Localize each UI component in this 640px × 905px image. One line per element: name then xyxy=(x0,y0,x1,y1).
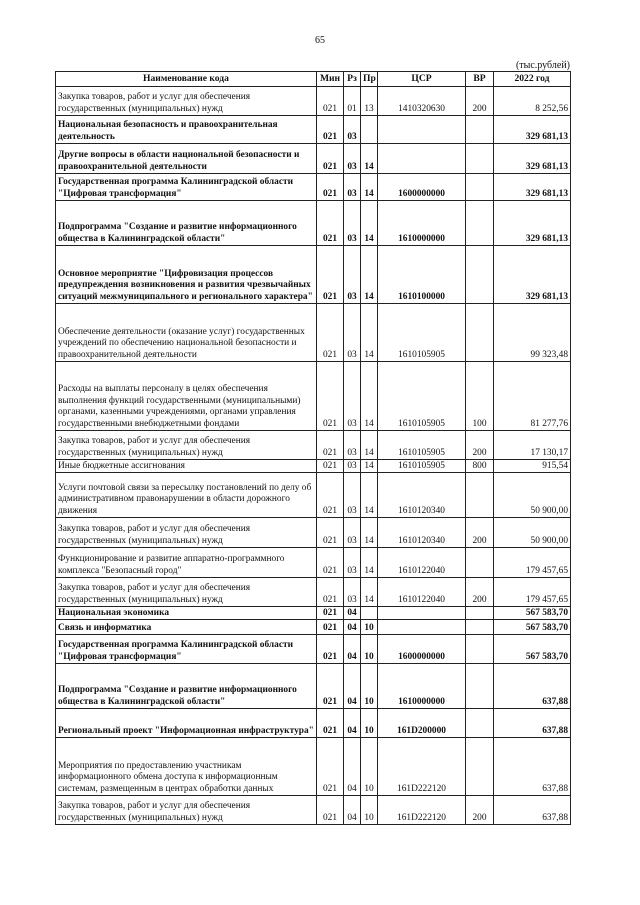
cell-pr xyxy=(361,116,378,144)
cell-amount: 17 130,17 xyxy=(494,431,571,460)
cell-vr xyxy=(466,664,494,709)
cell-min: 021 xyxy=(317,460,344,473)
cell-vr xyxy=(466,144,494,174)
cell-rz: 03 xyxy=(344,473,361,518)
cell-min: 021 xyxy=(317,664,344,709)
cell-name: Обеспечение деятельности (оказание услуг) государственных учреждений по обеспечению национальной безопасности и правоохранительной деятельности xyxy=(56,304,317,362)
cell-vr xyxy=(466,635,494,664)
cell-name: Закупка товаров, работ и услуг для обеспечения государственных (муниципальных) нужд xyxy=(56,578,317,607)
cell-pr: 10 xyxy=(361,709,378,738)
cell-csr: 1600000000 xyxy=(378,174,466,201)
cell-amount: 179 457,65 xyxy=(494,578,571,607)
cell-vr xyxy=(466,620,494,635)
cell-name: Мероприятия по предоставлению участникам информационного обмена доступа к информационным системам, размещенным в центрах обработки данных xyxy=(56,738,317,796)
cell-name: Основное мероприятие "Цифровизация процессов предупреждения возникновения и развития чрезвычайных ситуаций межмуниципального и регионального характера" xyxy=(56,246,317,304)
table-row xyxy=(56,796,571,825)
cell-pr xyxy=(361,607,378,620)
cell-pr: 14 xyxy=(361,460,378,473)
table-row xyxy=(56,518,571,548)
cell-min: 021 xyxy=(317,362,344,431)
budget-table xyxy=(55,71,571,825)
cell-csr: 161D222120 xyxy=(378,796,466,825)
cell-pr: 14 xyxy=(361,518,378,548)
cell-amount: 50 900,00 xyxy=(494,518,571,548)
cell-pr: 14 xyxy=(361,362,378,431)
cell-rz: 04 xyxy=(344,664,361,709)
cell-name: Иные бюджетные ассигнования xyxy=(56,460,317,473)
cell-pr: 10 xyxy=(361,738,378,796)
cell-pr: 14 xyxy=(361,246,378,304)
cell-csr: 161D200000 xyxy=(378,709,466,738)
cell-csr: 1610105905 xyxy=(378,362,466,431)
cell-pr: 14 xyxy=(361,144,378,174)
cell-pr: 10 xyxy=(361,635,378,664)
cell-amount: 329 681,13 xyxy=(494,201,571,246)
cell-pr: 14 xyxy=(361,304,378,362)
cell-vr: 800 xyxy=(466,460,494,473)
cell-vr: 200 xyxy=(466,578,494,607)
cell-pr: 10 xyxy=(361,796,378,825)
cell-vr xyxy=(466,116,494,144)
cell-pr: 14 xyxy=(361,201,378,246)
cell-name: Другие вопросы в области национальной безопасности и правоохранительной деятельности xyxy=(56,144,317,174)
cell-amount: 567 583,70 xyxy=(494,607,571,620)
cell-pr: 14 xyxy=(361,431,378,460)
cell-min: 021 xyxy=(317,738,344,796)
cell-rz: 01 xyxy=(344,87,361,116)
cell-min: 021 xyxy=(317,620,344,635)
cell-name: Связь и информатика xyxy=(56,620,317,635)
cell-csr: 1610105905 xyxy=(378,460,466,473)
cell-amount: 637,88 xyxy=(494,796,571,825)
cell-rz: 03 xyxy=(344,116,361,144)
cell-csr: 1610120340 xyxy=(378,473,466,518)
cell-csr xyxy=(378,620,466,635)
table-row xyxy=(56,620,571,635)
table-row xyxy=(56,607,571,620)
cell-vr xyxy=(466,304,494,362)
cell-vr: 200 xyxy=(466,431,494,460)
cell-pr: 13 xyxy=(361,87,378,116)
cell-vr: 200 xyxy=(466,796,494,825)
cell-min: 021 xyxy=(317,473,344,518)
cell-vr xyxy=(466,473,494,518)
cell-amount: 8 252,56 xyxy=(494,87,571,116)
cell-rz: 03 xyxy=(344,548,361,578)
cell-amount: 915,54 xyxy=(494,460,571,473)
cell-vr xyxy=(466,607,494,620)
cell-amount: 567 583,70 xyxy=(494,620,571,635)
cell-rz: 03 xyxy=(344,201,361,246)
cell-min: 021 xyxy=(317,87,344,116)
cell-min: 021 xyxy=(317,246,344,304)
cell-amount: 637,88 xyxy=(494,709,571,738)
cell-rz: 03 xyxy=(344,246,361,304)
cell-vr xyxy=(466,174,494,201)
cell-rz: 03 xyxy=(344,174,361,201)
table-row xyxy=(56,304,571,362)
cell-min: 021 xyxy=(317,635,344,664)
table-row xyxy=(56,116,571,144)
cell-name: Национальная экономика xyxy=(56,607,317,620)
table-row xyxy=(56,664,571,709)
cell-amount: 99 323,48 xyxy=(494,304,571,362)
cell-csr: 1610105905 xyxy=(378,304,466,362)
header-csr: ЦСР xyxy=(378,72,466,87)
cell-amount: 329 681,13 xyxy=(494,116,571,144)
cell-rz: 04 xyxy=(344,738,361,796)
cell-rz: 04 xyxy=(344,635,361,664)
cell-name: Закупка товаров, работ и услуг для обеспечения государственных (муниципальных) нужд xyxy=(56,87,317,116)
cell-csr: 1610100000 xyxy=(378,246,466,304)
cell-rz: 04 xyxy=(344,620,361,635)
cell-name: Государственная программа Калининградской области "Цифровая трансформация" xyxy=(56,174,317,201)
cell-csr: 161D222120 xyxy=(378,738,466,796)
cell-pr: 14 xyxy=(361,578,378,607)
cell-csr: 1610122040 xyxy=(378,578,466,607)
cell-pr: 14 xyxy=(361,473,378,518)
cell-name: Региональный проект "Информационная инфраструктура" xyxy=(56,709,317,738)
cell-vr xyxy=(466,548,494,578)
cell-csr: 1610000000 xyxy=(378,664,466,709)
cell-vr: 200 xyxy=(466,87,494,116)
cell-min: 021 xyxy=(317,144,344,174)
cell-vr xyxy=(466,246,494,304)
header-rz: Рз xyxy=(344,72,361,87)
table-row xyxy=(56,460,571,473)
cell-pr: 14 xyxy=(361,548,378,578)
table-row xyxy=(56,362,571,431)
cell-min: 021 xyxy=(317,116,344,144)
table-row xyxy=(56,87,571,116)
cell-csr xyxy=(378,607,466,620)
cell-amount: 637,88 xyxy=(494,738,571,796)
table-row xyxy=(56,431,571,460)
cell-min: 021 xyxy=(317,518,344,548)
cell-name: Национальная безопасность и правоохранительная деятельность xyxy=(56,116,317,144)
cell-min: 021 xyxy=(317,796,344,825)
cell-pr: 10 xyxy=(361,664,378,709)
cell-amount: 81 277,76 xyxy=(494,362,571,431)
table-header-row xyxy=(56,72,571,87)
cell-pr: 14 xyxy=(361,174,378,201)
cell-amount: 329 681,13 xyxy=(494,174,571,201)
table-body xyxy=(56,87,571,825)
cell-amount: 567 583,70 xyxy=(494,635,571,664)
cell-vr xyxy=(466,201,494,246)
cell-min: 021 xyxy=(317,174,344,201)
cell-csr xyxy=(378,116,466,144)
cell-min: 021 xyxy=(317,607,344,620)
cell-rz: 04 xyxy=(344,607,361,620)
cell-rz: 03 xyxy=(344,431,361,460)
cell-vr: 200 xyxy=(466,518,494,548)
cell-csr: 1610105905 xyxy=(378,431,466,460)
cell-min: 021 xyxy=(317,709,344,738)
cell-amount: 329 681,13 xyxy=(494,144,571,174)
cell-name: Закупка товаров, работ и услуг для обеспечения государственных (муниципальных) нужд xyxy=(56,431,317,460)
cell-name: Подпрограмма "Создание и развитие информационного общества в Калининградской области" xyxy=(56,201,317,246)
cell-rz: 04 xyxy=(344,796,361,825)
cell-name: Функционирование и развитие аппаратно-программного комплекса "Безопасный город" xyxy=(56,548,317,578)
cell-name: Подпрограмма "Создание и развитие информационного общества в Калининградской области" xyxy=(56,664,317,709)
cell-csr: 1610000000 xyxy=(378,201,466,246)
unit-label: (тыс.рублей) xyxy=(515,60,570,71)
header-pr: Пр xyxy=(361,72,378,87)
table-row xyxy=(56,738,571,796)
cell-csr: 1610122040 xyxy=(378,548,466,578)
cell-rz: 04 xyxy=(344,709,361,738)
cell-name: Расходы на выплаты персоналу в целях обеспечения выполнения функций государственными (муниципальными) органами, казенными учреждениями, органами управления государственными внебюджетными фондами xyxy=(56,362,317,431)
cell-min: 021 xyxy=(317,431,344,460)
table-row xyxy=(56,174,571,201)
cell-vr: 100 xyxy=(466,362,494,431)
cell-pr: 10 xyxy=(361,620,378,635)
cell-vr xyxy=(466,738,494,796)
cell-rz: 03 xyxy=(344,578,361,607)
header-amount: 2022 год xyxy=(494,72,571,87)
cell-amount: 50 900,00 xyxy=(494,473,571,518)
cell-rz: 03 xyxy=(344,362,361,431)
cell-min: 021 xyxy=(317,548,344,578)
header-name: Наименование кода xyxy=(56,72,317,87)
page-number: 65 xyxy=(315,35,325,46)
cell-rz: 03 xyxy=(344,460,361,473)
header-min: Мин xyxy=(317,72,344,87)
cell-name: Закупка товаров, работ и услуг для обеспечения государственных (муниципальных) нужд xyxy=(56,518,317,548)
table-row xyxy=(56,709,571,738)
cell-amount: 179 457,65 xyxy=(494,548,571,578)
cell-csr: 1610120340 xyxy=(378,518,466,548)
cell-name: Закупка товаров, работ и услуг для обеспечения государственных (муниципальных) нужд xyxy=(56,796,317,825)
cell-rz: 03 xyxy=(344,144,361,174)
cell-rz: 03 xyxy=(344,518,361,548)
cell-amount: 329 681,13 xyxy=(494,246,571,304)
cell-csr: 1410320630 xyxy=(378,87,466,116)
table-row xyxy=(56,548,571,578)
cell-csr xyxy=(378,144,466,174)
cell-csr: 1600000000 xyxy=(378,635,466,664)
cell-vr xyxy=(466,709,494,738)
table-row xyxy=(56,635,571,664)
cell-name: Услуги почтовой связи за пересылку постановлений по делу об административном правонарушении в области дорожного движения xyxy=(56,473,317,518)
table-row xyxy=(56,246,571,304)
table-row xyxy=(56,578,571,607)
cell-name: Государственная программа Калининградской области "Цифровая трансформация" xyxy=(56,635,317,664)
cell-amount: 637,88 xyxy=(494,664,571,709)
cell-min: 021 xyxy=(317,201,344,246)
table-row xyxy=(56,201,571,246)
cell-min: 021 xyxy=(317,578,344,607)
table-row xyxy=(56,144,571,174)
cell-rz: 03 xyxy=(344,304,361,362)
cell-min: 021 xyxy=(317,304,344,362)
header-vr: ВР xyxy=(466,72,494,87)
table-row xyxy=(56,473,571,518)
